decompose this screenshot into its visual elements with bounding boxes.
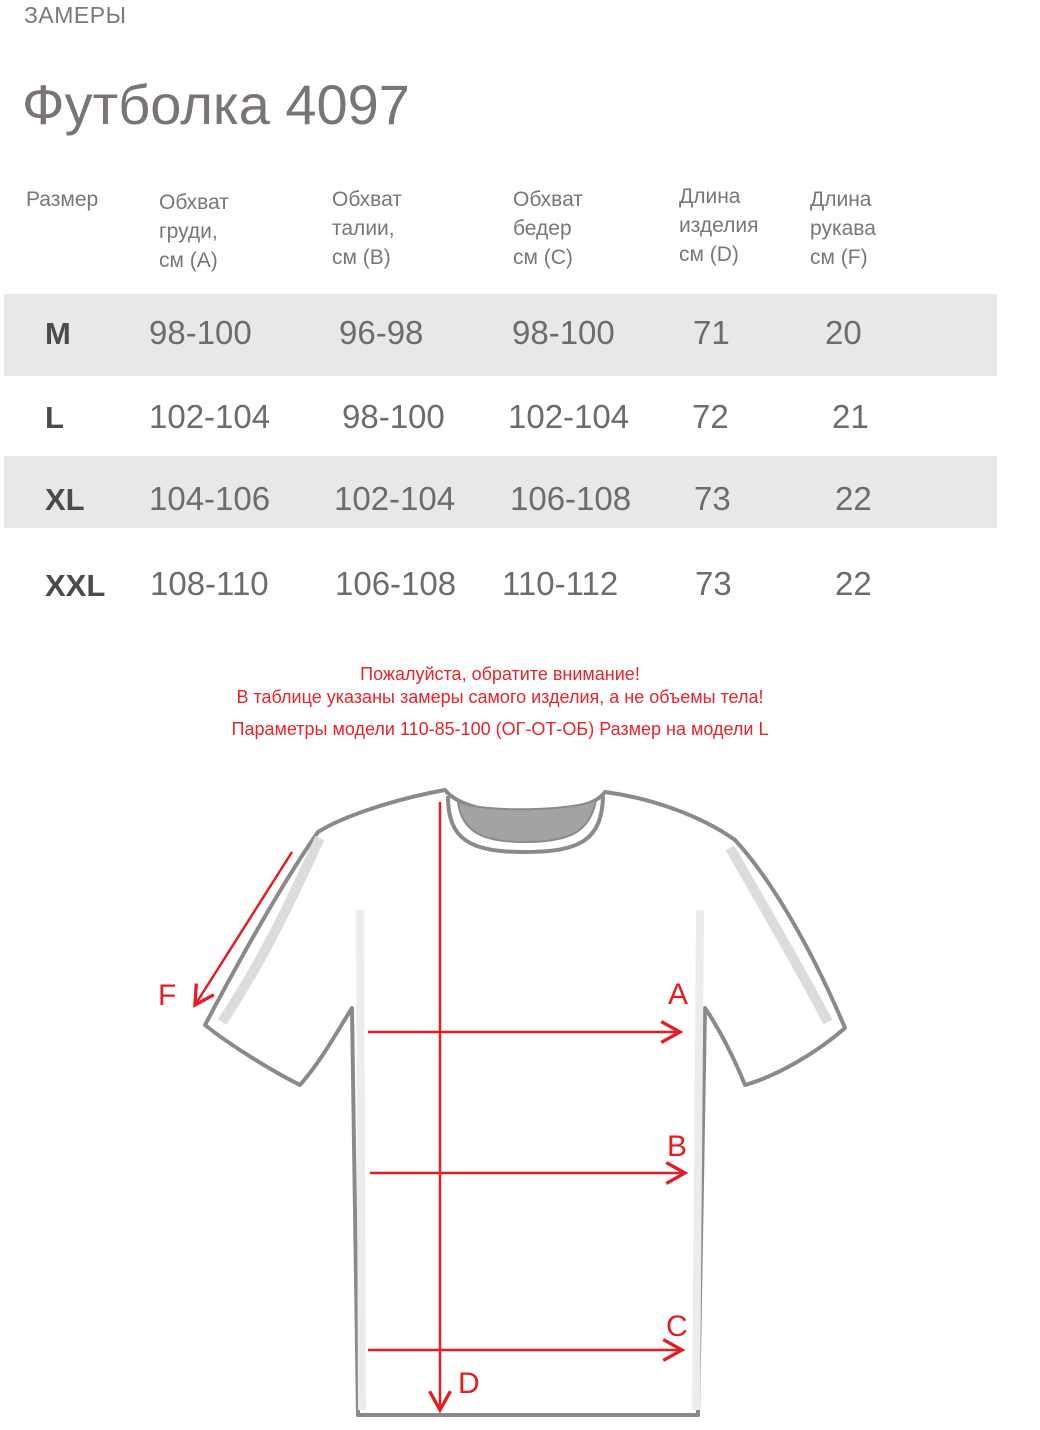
- waist-cell: 106-108: [335, 565, 457, 602]
- hips-cell: 110-112: [502, 565, 619, 602]
- size-cell: L: [45, 400, 64, 435]
- header-sleeve: Длина рукава см (F): [810, 188, 876, 269]
- marker-a: A: [668, 978, 689, 1011]
- header-waist: Обхват талии, см (B): [332, 188, 402, 269]
- size-cell: XXL: [45, 568, 106, 603]
- header-chest: Обхват груди, см (A): [159, 191, 229, 272]
- sleeve-cell: 21: [832, 398, 869, 435]
- sleeve-cell: 22: [835, 480, 872, 517]
- body-shade-right: [696, 910, 700, 1410]
- hips-cell: 106-108: [510, 480, 632, 517]
- size-cell: XL: [45, 482, 85, 517]
- chest-cell: 102-104: [149, 398, 271, 435]
- notice-line-3: Параметры модели 110-85-100 (ОГ-ОТ-ОБ) Размер на модели L: [231, 719, 769, 739]
- notice-line-1: Пожалуйста, обратите внимание!: [360, 664, 640, 684]
- body-shade-left: [360, 910, 362, 1410]
- marker-b: B: [667, 1130, 688, 1163]
- chest-cell: 98-100: [149, 314, 252, 351]
- chest-cell: 108-110: [150, 565, 269, 602]
- waist-cell: 96-98: [339, 314, 424, 351]
- header-hips: Обхват бедер см (C): [513, 188, 583, 269]
- product-title: Футболка 4097: [22, 73, 410, 136]
- notice-line-2: В таблице указаны замеры самого изделия, а не объемы тела!: [236, 687, 764, 707]
- tshirt-diagram: [0, 760, 1040, 1430]
- header-size: Размер: [26, 188, 99, 211]
- hips-cell: 98-100: [512, 314, 615, 351]
- marker-c: C: [666, 1310, 688, 1343]
- sleeve-cell: 22: [835, 565, 872, 602]
- length-cell: 73: [695, 565, 732, 602]
- hips-cell: 102-104: [508, 398, 630, 435]
- size-cell: M: [45, 316, 71, 351]
- section-label: ЗАМЕРЫ: [24, 2, 127, 28]
- marker-f: F: [158, 979, 177, 1012]
- waist-cell: 102-104: [334, 480, 456, 517]
- sleeve-cell: 20: [825, 314, 862, 351]
- header-length: Длина изделия см (D): [679, 185, 759, 266]
- length-cell: 71: [693, 314, 730, 351]
- length-cell: 73: [694, 480, 731, 517]
- marker-d: D: [458, 1367, 480, 1400]
- chest-cell: 104-106: [149, 480, 271, 517]
- length-cell: 72: [692, 398, 729, 435]
- waist-cell: 98-100: [342, 398, 445, 435]
